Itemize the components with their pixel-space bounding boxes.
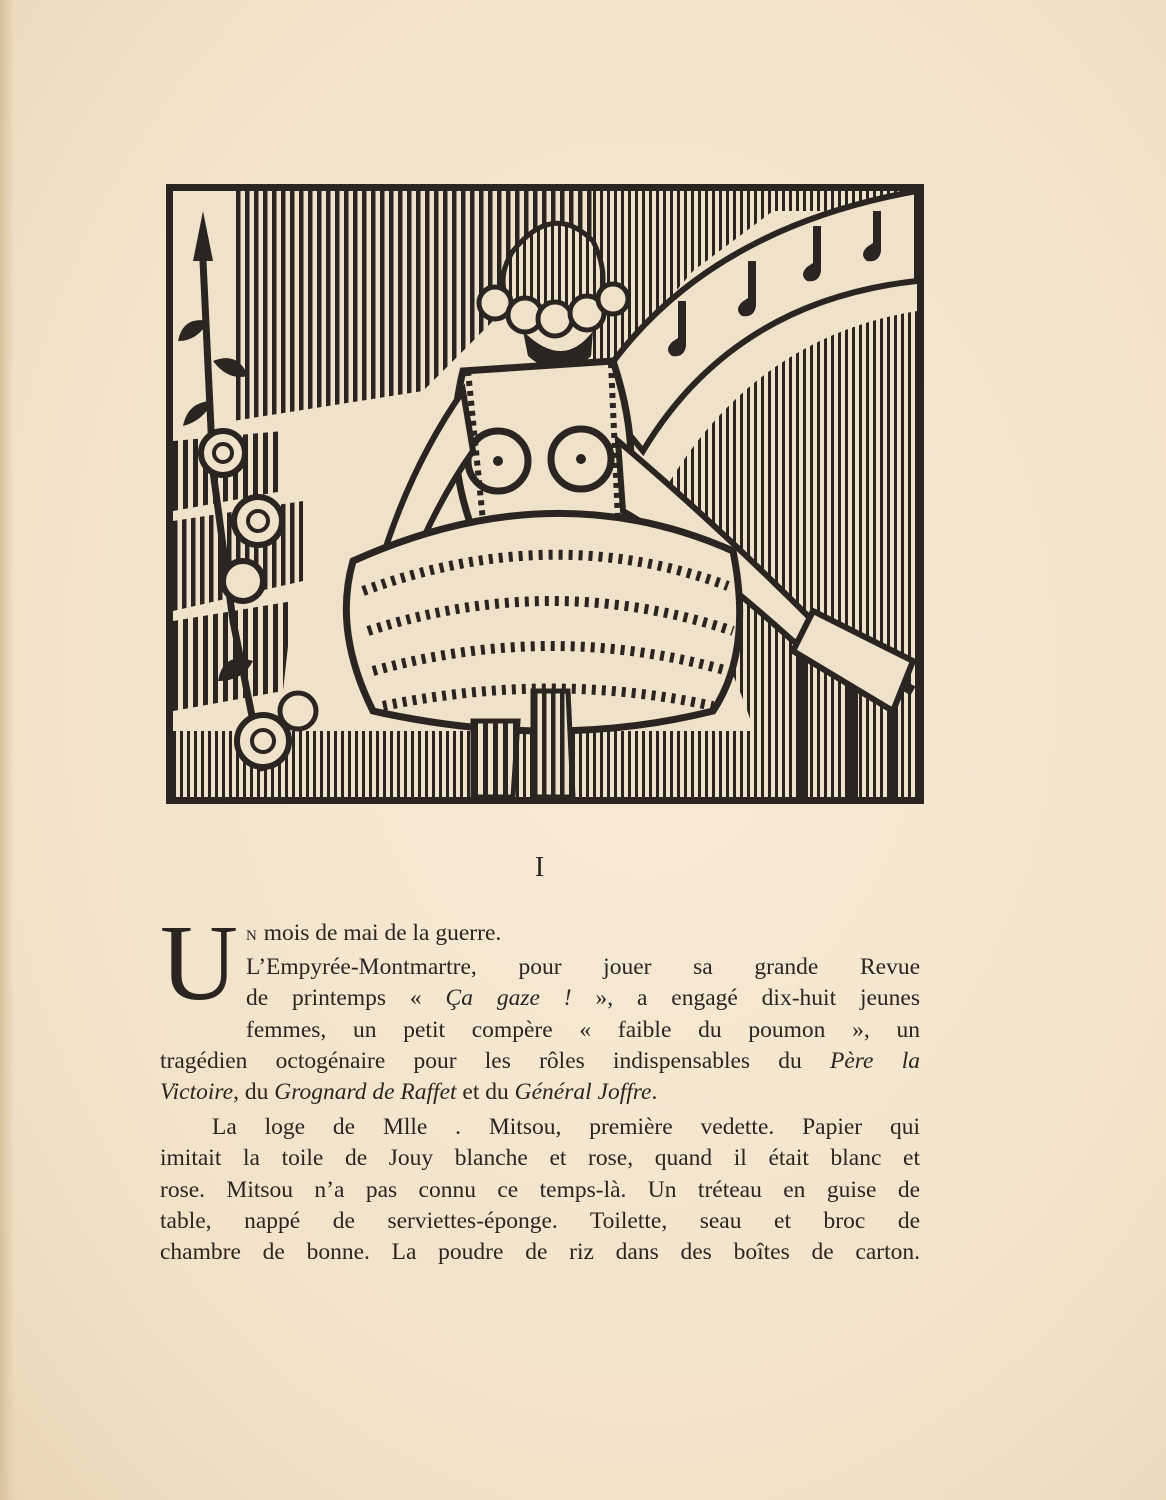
paragraph1-line4-text: tragédien octogénaire pour les rôles indispensables du — [160, 1047, 830, 1074]
paragraph1-line2-text-a: de printemps « — [246, 985, 446, 1012]
paragraph1-line1: L’Empyrée-Montmartre, pour jouer sa grande Revue — [246, 954, 920, 981]
paragraph1-line3: femmes, un petit compère « faible du poumon », un — [246, 1016, 920, 1043]
body-text — [160, 904, 921, 1268]
opening-line — [160, 918, 920, 952]
opening-small-caps: N — [246, 928, 258, 944]
paragraph1-line5-text-f: . — [651, 1079, 658, 1106]
role-grognard: Grognard de Raffet — [274, 1079, 457, 1106]
drop-cap: U — [160, 904, 238, 1023]
woodcut-drawing — [173, 191, 917, 797]
paragraph1-line4 — [160, 1046, 920, 1077]
opening-line-text: mois de mai de la guerre. — [257, 920, 502, 946]
role-pere-la: Père la — [830, 1047, 920, 1074]
paragraph2-line2: imitait la toile de Jouy blanche et rose, quand il était blanc et — [160, 1145, 920, 1172]
paragraph1-line5-text-d: et du — [456, 1079, 515, 1106]
paragraph2-line4: table, nappé de serviettes-éponge. Toilette, seau et broc de — [160, 1207, 920, 1234]
role-victoire: Victoire — [160, 1079, 234, 1106]
paragraph2-line1: La loge de Mlle . Mitsou, première vedette. Papier qui — [212, 1114, 920, 1141]
revue-title: Ça gaze ! — [445, 985, 572, 1012]
paragraph2-line5: chambre de bonne. La poudre de riz dans des boîtes de carton. — [160, 1239, 920, 1266]
chapter-number: I — [534, 852, 546, 883]
paragraph1-line2 — [160, 983, 920, 1014]
paragraph1-line2-text-b: », a engagé dix-huit jeunes — [571, 985, 921, 1012]
paragraph1-line5 — [160, 1077, 920, 1108]
paragraph1-line5-text-b: , du — [233, 1079, 275, 1106]
woodcut-illustration — [166, 184, 924, 804]
role-general-joffre: Général Joffre — [514, 1079, 652, 1106]
paragraph2-line3: rose. Mitsou n’a pas connu ce temps-là. Un tréteau en guise de — [160, 1176, 920, 1203]
page-gutter-shadow — [0, 0, 14, 1500]
